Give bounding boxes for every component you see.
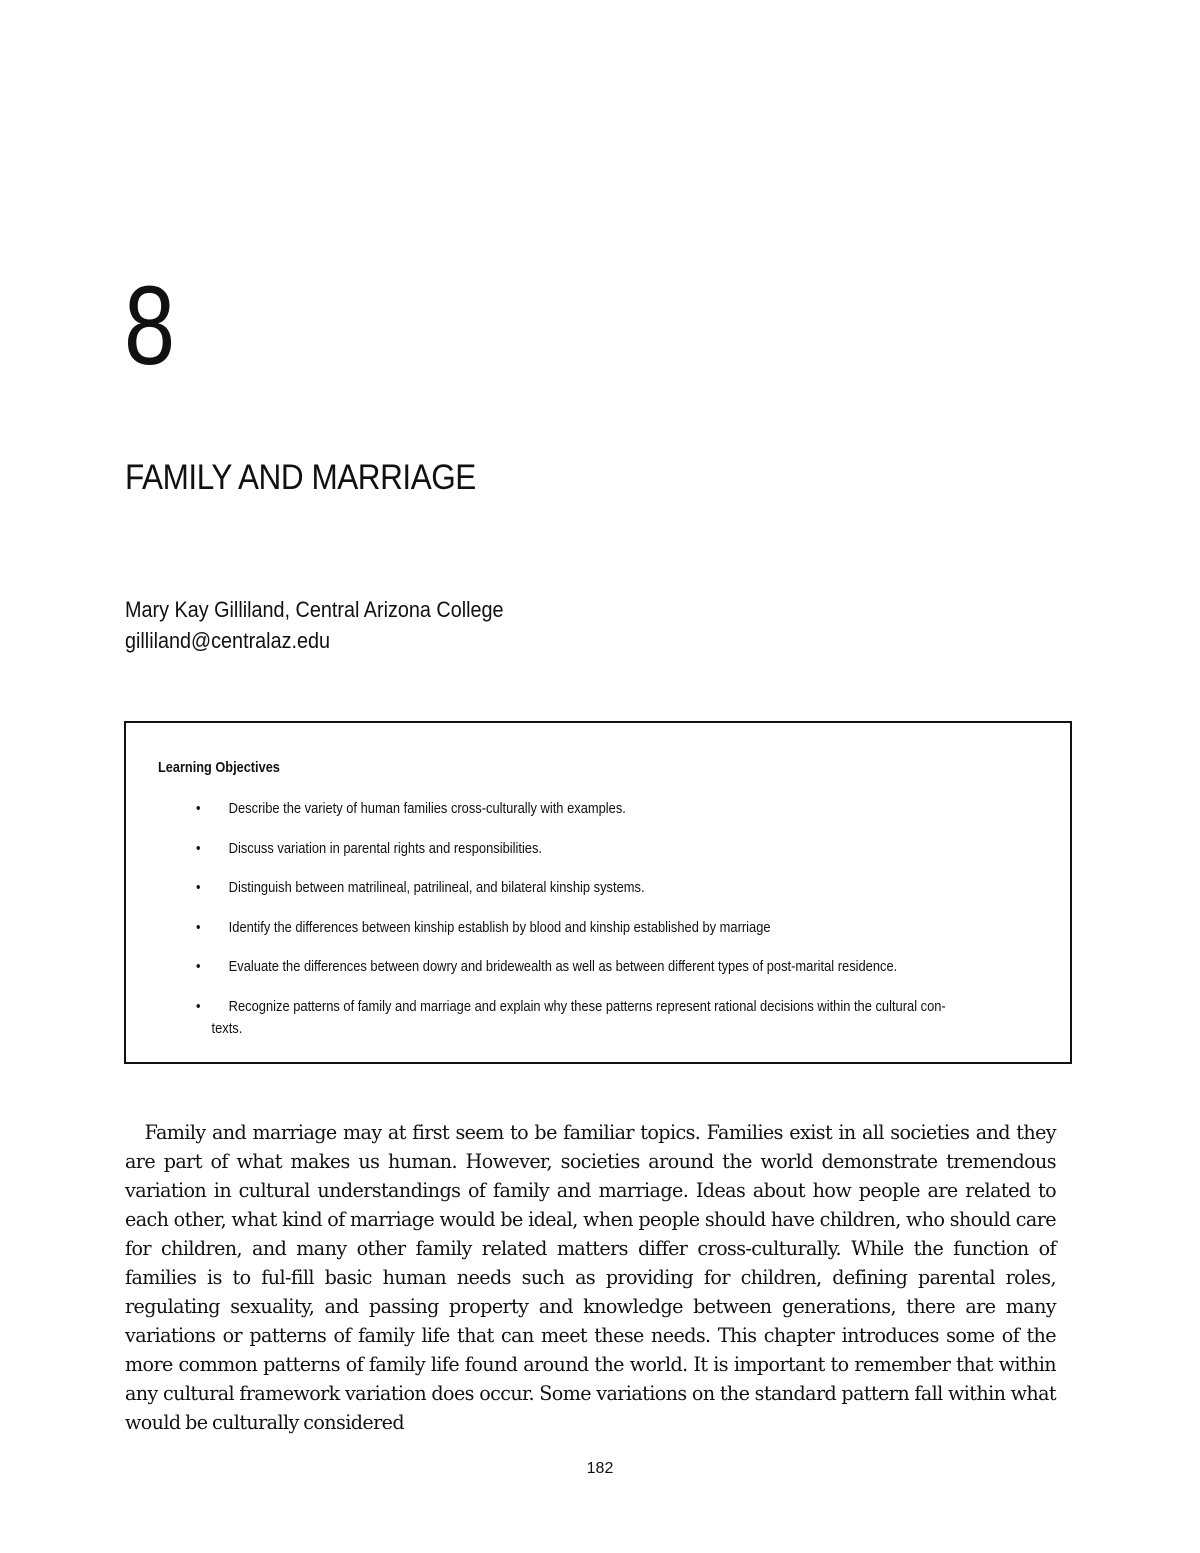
page-number: 182 — [586, 1460, 614, 1477]
objective-item — [196, 917, 1076, 939]
objective-text: Identify the differences between kinship establish by blood and kinship established by marriage — [228, 918, 771, 936]
bullet-icon: • — [196, 800, 201, 817]
objective-text: Describe the variety of human families cross-culturally with examples. — [228, 800, 626, 817]
objective-item — [196, 838, 1076, 860]
objective-text: Evaluate the differences between dowry and bridewealth as well as between different types of post-marital residence. — [228, 958, 898, 976]
author-block — [125, 594, 504, 656]
bullet-icon: • — [196, 958, 201, 976]
learning-objectives-box — [124, 721, 1072, 1064]
bullet-icon: • — [196, 918, 201, 936]
bullet-icon: • — [196, 839, 201, 857]
objective-item — [196, 956, 1076, 978]
bullet-icon: • — [196, 879, 201, 897]
bullet-icon: • — [196, 997, 201, 1015]
objective-text: Discuss variation in parental rights and responsibilities. — [228, 839, 543, 857]
learning-objectives-heading: Learning Objectives — [158, 759, 280, 776]
author-name: Mary Kay Gilliland, Central Arizona College — [125, 597, 504, 622]
chapter-title: FAMILY AND MARRIAGE — [125, 458, 476, 497]
learning-objectives-list — [196, 798, 1046, 1058]
objective-text: Recognize patterns of family and marriage and explain why these patterns represent rational decisions within the cultural con- — [228, 997, 946, 1015]
objective-item — [196, 996, 1076, 1040]
objective-item — [196, 798, 1076, 820]
chapter-number: 8 — [124, 263, 174, 388]
objective-text: Distinguish between matrilineal, patrilineal, and bilateral kinship systems. — [228, 879, 645, 897]
body-paragraph: Family and marriage may at first seem to be familiar topics. Families exist in all societies and they are part of what makes us human. However, societies around the world demonstrate tremendous variation in cultural understandings of family and marriage. Ideas about how people are related to each other, what kind of marriage would be ideal, when people should have children, who should care for children, and many other family related matters differ cross-culturally. While the function of families is to ful-fill basic human needs such as providing for children, defining parental roles, regulating sexuality, and passing property and knowledge between generations, there are many variations or patterns of family life that can meet these needs. This chapter introduces some of the more common patterns of family life found around the world. It is important to remember that within any cultural framework variation does occur. Some variations on the standard pattern fall within what would be culturally considered — [125, 1121, 1057, 1434]
objective-text-continuation: texts. — [211, 1019, 243, 1037]
objective-item — [196, 877, 1076, 899]
author-email: gilliland@centralaz.edu — [125, 628, 331, 653]
